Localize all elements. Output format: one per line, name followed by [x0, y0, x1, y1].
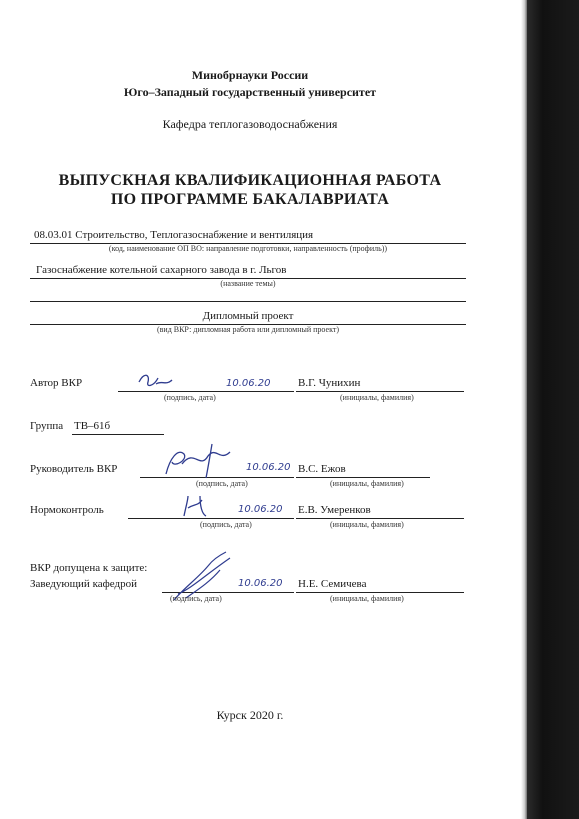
head-of-department-label: Заведующий кафедрой: [30, 578, 137, 590]
normcontrol-label: Нормоконтроль: [30, 504, 104, 516]
supervisor-name-caption: (инициалы, фамилия): [330, 479, 404, 488]
normcontrol-handwritten-date: 10.06.20: [238, 504, 283, 515]
author-handwritten-date: 10.06.20: [226, 378, 271, 389]
group-value: ТВ–61б: [74, 420, 111, 432]
author-label: Автор ВКР: [30, 377, 83, 389]
city-year: Курск 2020 г.: [216, 708, 284, 722]
author-name-line: [296, 391, 464, 392]
program-caption: (код, наименование ОП ВО: направление подготовки, направленность (профиль)): [108, 244, 388, 253]
supervisor-name: В.С. Ежов: [298, 463, 346, 475]
program-value: 08.03.01 Строительство, Теплогазоснабжение и вентиляция: [34, 229, 314, 241]
admission-line: ВКР допущена к защите:: [30, 562, 148, 574]
topic-value: Газоснабжение котельной сахарного завода в г. Льгов: [36, 264, 287, 276]
head-of-department-name: Н.Е. Семичева: [298, 578, 367, 590]
topic-underline-2: [30, 301, 466, 302]
document-title-line2: ПО ПРОГРАММЕ БАКАЛАВРИАТА: [110, 191, 390, 208]
admission-signature-caption: (подпись, дата): [170, 594, 222, 603]
supervisor-label: Руководитель ВКР: [30, 463, 118, 475]
department-text: Кафедра теплогазоводоснабжения: [162, 117, 338, 131]
author-name-caption: (инициалы, фамилия): [340, 393, 414, 402]
supervisor-signature-caption: (подпись, дата): [196, 479, 248, 488]
document-title-line1: ВЫПУСКНАЯ КВАЛИФИКАЦИОННАЯ РАБОТА: [58, 172, 442, 189]
group-label: Группа: [30, 420, 64, 432]
admission-name-caption: (инициалы, фамилия): [330, 594, 404, 603]
university-name: Юго–Западный государственный университет: [123, 85, 377, 99]
work-type-caption: (вид ВКР: дипломная работа или дипломный проект): [156, 325, 340, 334]
supervisor-name-line: [296, 477, 430, 478]
binding-strip: [527, 0, 579, 819]
normcontrol-name-caption: (инициалы, фамилия): [330, 520, 404, 529]
head-of-department-signature: [168, 548, 248, 613]
normcontrol-name: Е.В. Умеренков: [298, 504, 371, 516]
department-name: [0, 117, 500, 132]
normcontrol-signature-caption: (подпись, дата): [200, 520, 252, 529]
normcontrol-name-line: [296, 518, 464, 519]
work-type-value: Дипломный проект: [202, 310, 294, 322]
admission-handwritten-date: 10.06.20: [238, 578, 283, 589]
topic-caption: (название темы): [220, 279, 276, 288]
author-name: В.Г. Чунихин: [298, 377, 361, 389]
ministry-name: Минобрнауки России: [191, 68, 309, 82]
group-underline: [72, 434, 164, 435]
supervisor-handwritten-date: 10.06.20: [246, 462, 291, 473]
author-signature-caption: (подпись, дата): [164, 393, 216, 402]
admission-name-line: [296, 592, 464, 593]
